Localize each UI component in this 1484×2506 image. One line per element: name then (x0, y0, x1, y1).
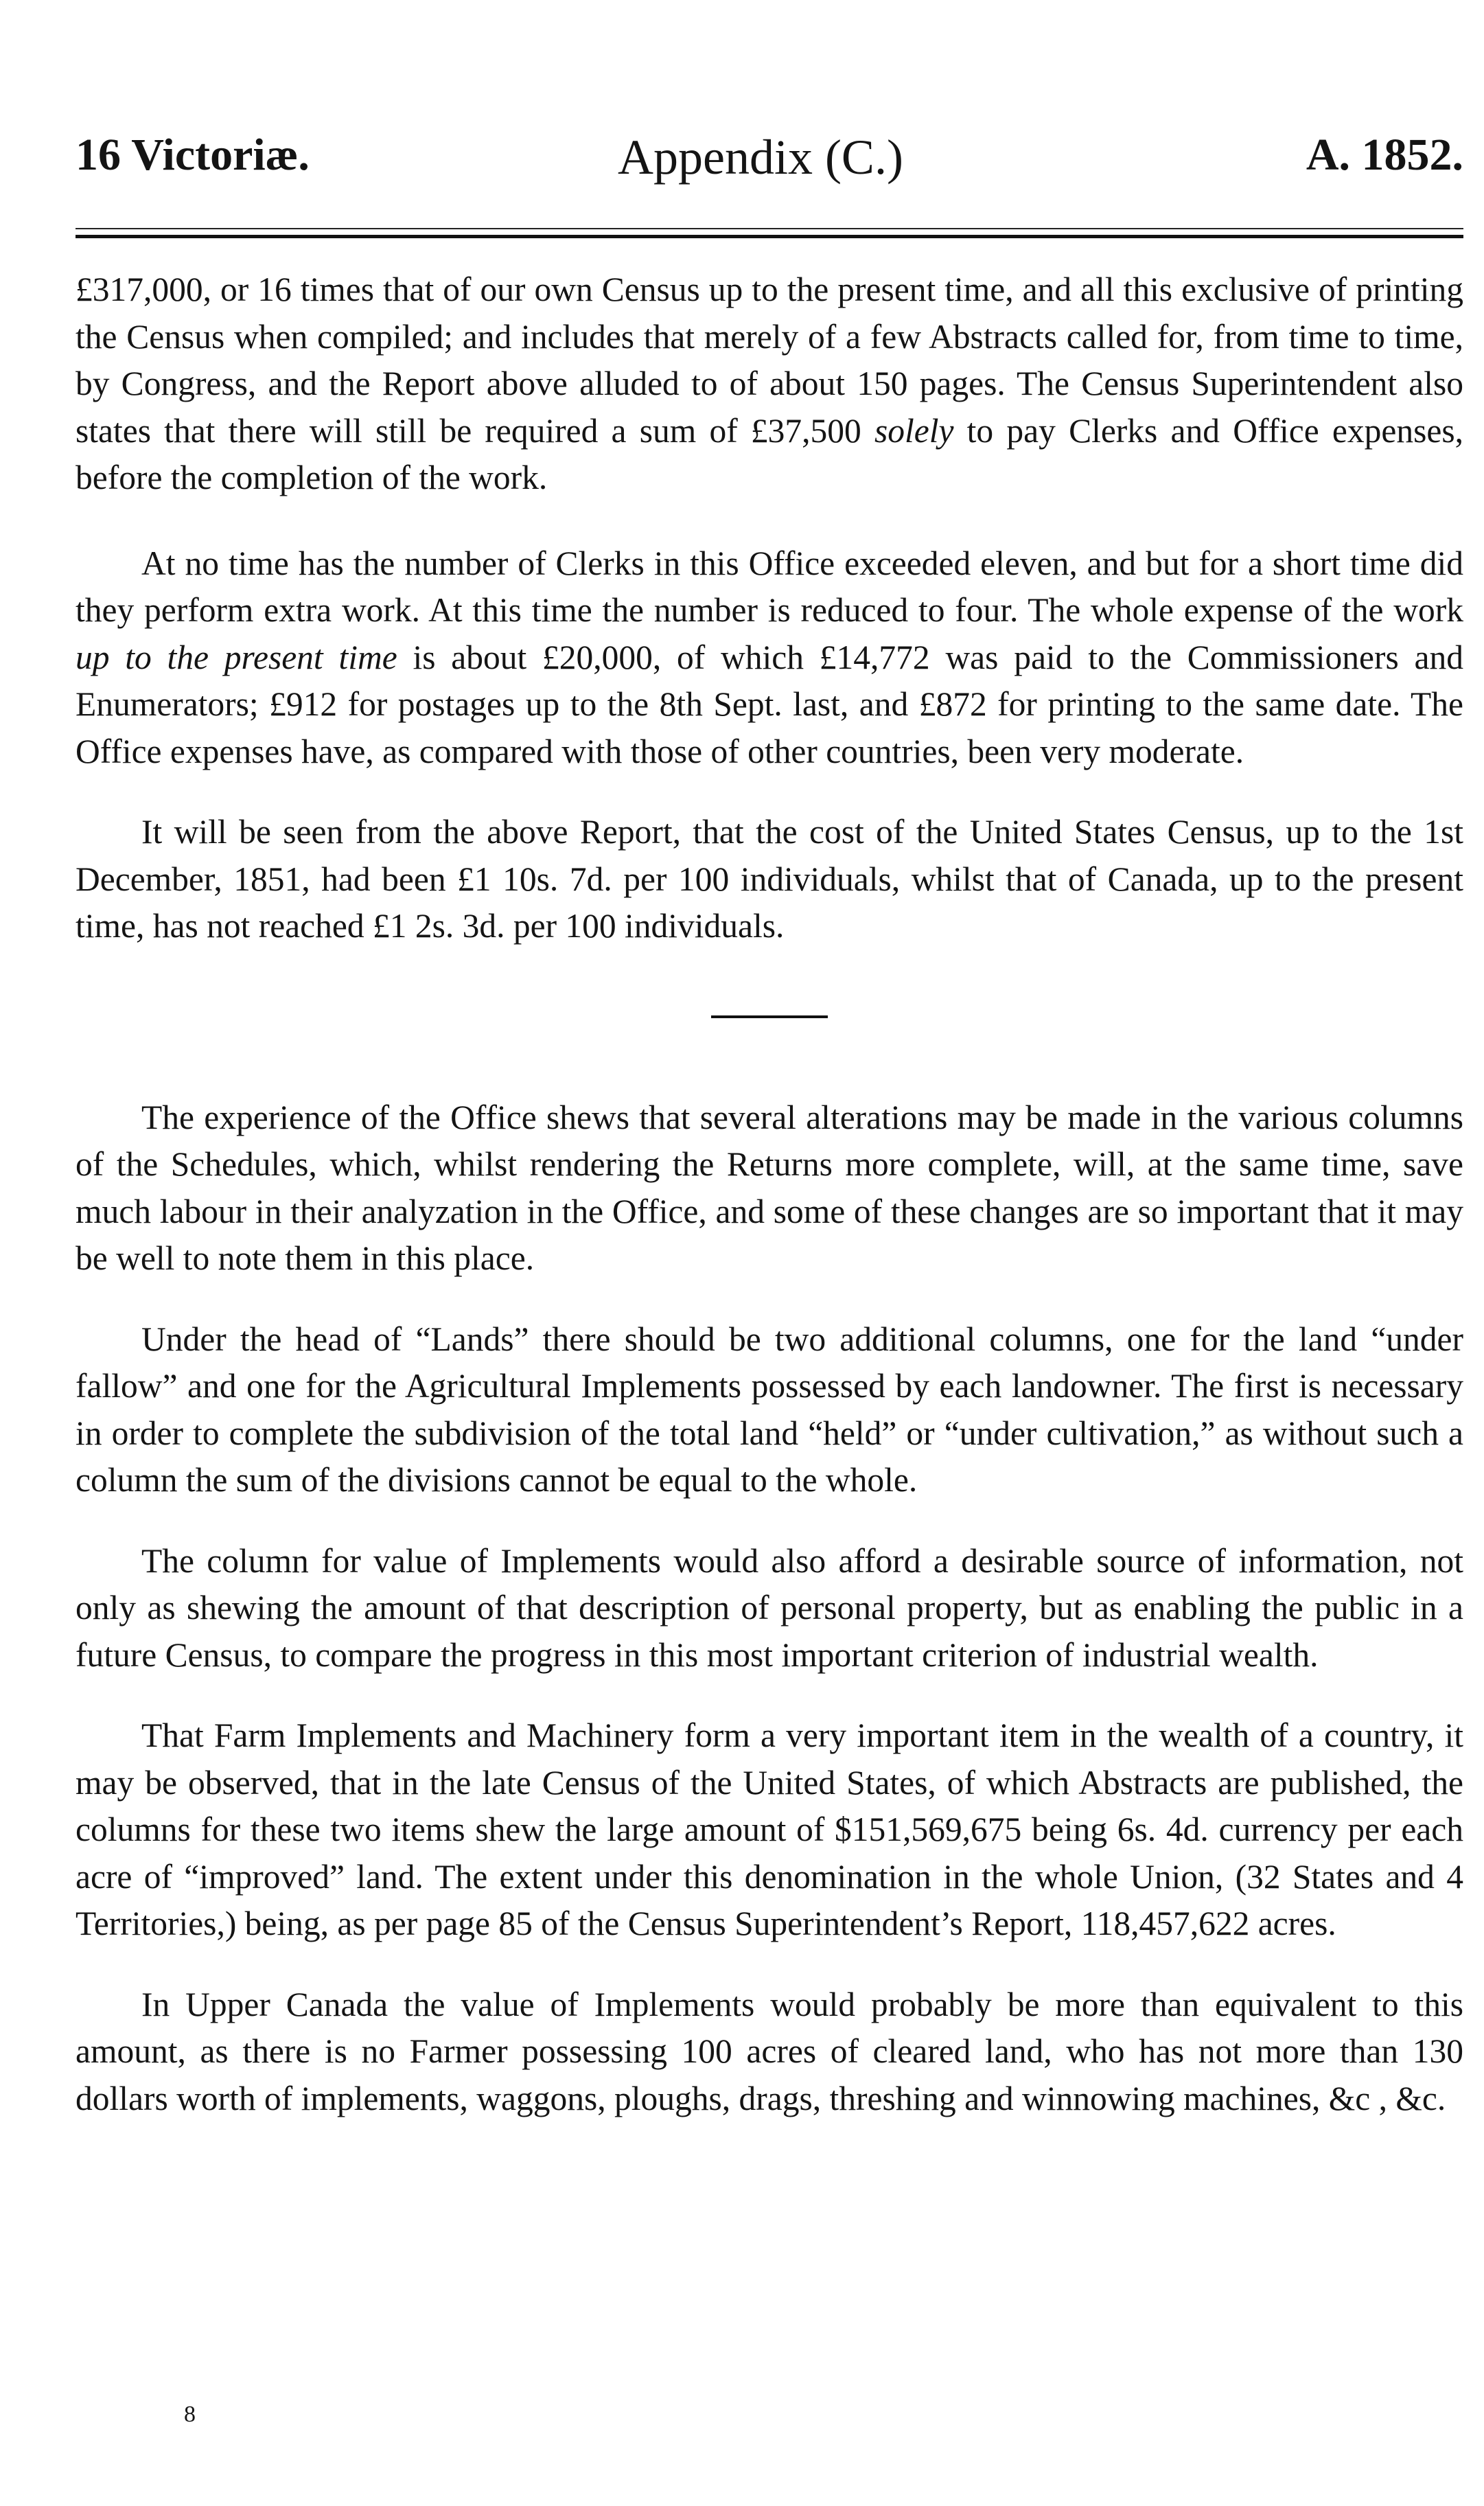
header-rule-thin (76, 228, 1463, 229)
paragraph-2-italic: up to the present time (76, 638, 397, 676)
header-right: A. 1852. (1306, 130, 1463, 180)
page-header (76, 129, 1463, 191)
paragraph-5: Under the head of “Lands” there should be two additional columns, one for the land “under fallow” and one for the Agricultural Implements possessed by each landowner. The first is necessary in order to complete the subdivision of the total land “held” or “under cultivation,” as without such a column the sum of the divisions cannot be equal to the whole. (76, 1320, 1463, 1499)
paragraph-7: That Farm Implements and Machinery form a very important item in the wealth of a country, it may be observed, that in the late Census of the United States, of which Abstracts are published, the columns for these two items shew the large amount of $151,569,675 being 6s. 4d. currency per each acre of “improved” land. The extent under this denomination in the whole Union, (32 States and 4 Territories,) being, as per page 85 of the Census Superintendent’s Report, 118,457,622 acres. (76, 1716, 1463, 1942)
paragraph-8: In Upper Canada the value of Implements would probably be more than equivalent to this amount, as there is no Farmer possessing 100 acres of cleared land, who has not more than 130 dollars worth of implements, waggons, ploughs, drags, threshing and winnowing machines, &c , &c. (76, 1985, 1463, 2117)
header-title: Appendix (C.) (618, 130, 903, 185)
paragraph-2-text: At no time has the number of Clerks in this Office exceeded eleven, and but for a short time did they perform extra work. At this time the number is reduced to four. The whole expense of the work (76, 544, 1463, 629)
paragraph-1 (76, 266, 1463, 502)
paragraph-1-italic: solely (874, 411, 954, 450)
header-rule-thick (76, 235, 1463, 238)
paragraph-6: The column for value of Implements would also afford a desirable source of information, not only as shewing the amount of that description of personal property, but as enabling the public in a future Census, to compare the progress in this most important criterion of industrial wealth. (76, 1541, 1463, 1674)
paragraph-3: It will be seen from the above Report, that the cost of the United States Census, up to the 1st December, 1851, had been £1 10s. 7d. per 100 individuals, whilst that of Canada, up to the present time, has not reached £1 2s. 3d. per 100 individuals. (76, 813, 1463, 945)
header-left: 16 Victoriæ. (76, 130, 310, 180)
page-number: 8 (184, 2402, 196, 2427)
center-rule (711, 1015, 828, 1018)
paragraph-2 (76, 540, 1463, 776)
body-text (76, 266, 1463, 2122)
paragraph-4: The experience of the Office shews that several alterations may be made in the various columns of the Schedules, which, whilst rendering the Returns more complete, will, at the same time, save much labour in their analyzation in the Office, and some of these changes are so important that it may be well to note them in this place. (76, 1098, 1463, 1277)
paragraph-1-end: to pay Clerks and Office expenses, before the completion of the work. (76, 411, 1463, 496)
paragraph-1-text: £317,000, or 16 times that of our own Census up to the present time, and all this exclusive of printing the Census when compiled; and includes that merely of a few Abstracts called for, from time to time, by Congress, and the Report above alluded to of about 150 pages. The Census Superintendent also states that there will still be required a sum of £37,500 (76, 271, 1463, 450)
paragraph-2-end: is about £20,000, of which £14,772 was paid to the Commissioners and Enumerators; £912 for postages up to the 8th Sept. last, and £872 for printing to the same date. The Office expenses have, as compared with those of other countries, been very moderate. (76, 638, 1463, 770)
section-separator (76, 950, 1463, 1094)
